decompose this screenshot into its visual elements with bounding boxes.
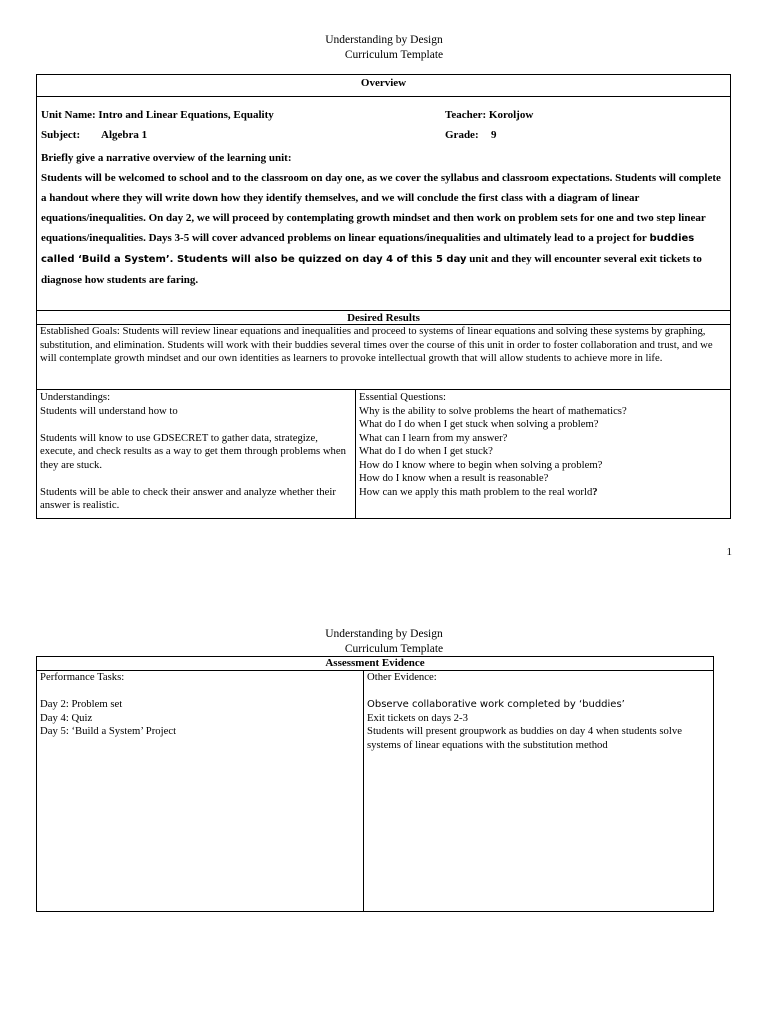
overview-body	[41, 108, 721, 290]
other-item: Students will present groupwork as buddies on day 4 when students solve systems of linear equations with the substitution method	[367, 725, 682, 751]
performance-tasks-cell	[37, 671, 364, 912]
other-title: Other Evidence:	[367, 671, 437, 683]
teacher: Teacher: Koroljow	[445, 109, 534, 121]
narrative-prompt: Briefly give a narrative overview of the learning unit:	[41, 152, 292, 164]
eq-item: How do I know when a result is reasonable?	[359, 472, 549, 484]
performance-item: Day 2: Problem set	[40, 698, 123, 710]
other-evidence-cell	[364, 671, 713, 912]
page1-header	[0, 33, 768, 63]
performance-title: Performance Tasks:	[40, 671, 125, 683]
eq-item: Why is the ability to solve problems the heart of mathematics?	[359, 404, 627, 417]
understanding-item: Students will know to use GDSECRET to gather data, strategize, execute, and check results as a way to get them through problems when they are stuck.	[40, 431, 346, 471]
header-line1: Understanding by Design	[325, 628, 443, 640]
assessment-evidence-section	[36, 656, 714, 912]
eq-item: How can we apply this math problem to the real world	[359, 485, 593, 498]
understanding-item: Students will be able to check their answer and analyze whether their answer is realistic.	[40, 485, 336, 511]
subject-label: Subject:	[41, 129, 81, 141]
desired-results-section	[36, 310, 731, 519]
eq-item: How do I know where to begin when solving a problem?	[359, 458, 603, 471]
eq-title: Essential Questions:	[359, 391, 446, 403]
eq-item: What do I do when I get stuck when solving a problem?	[359, 418, 599, 430]
narrative	[41, 168, 721, 290]
narrative-part2: buddies called ‘Build a System’. Students will also be quizzed on day 4 of this 5 day	[41, 233, 695, 265]
understanding-item: Students will understand how to	[40, 404, 178, 417]
eq-item: What do I do when I get stuck?	[359, 445, 493, 457]
narrative-part1: Students will be welcomed to school and to the classroom on day one, as we cover the syllabus and classroom expectations. Students will complete a handout where they will write down how they identify themselves, and we will conclude the first class with a diagram of linear equations/inequalities. On day 2, we will proceed by contemplating growth mindset and then work on problem sets for one and two step linear equations/inequalities. Days 3-5 will cover advanced problems on linear equations/inequalities and ultimately lead to a project for	[41, 172, 721, 244]
page-number: 1	[726, 546, 732, 558]
narrative-part3: unit and they will encounter several exit tickets to diagnose how students are faring.	[41, 253, 702, 286]
understandings-cell	[37, 390, 356, 519]
overview-section	[36, 74, 731, 311]
grade-label: Grade:	[445, 129, 479, 141]
other-item: Exit tickets on days 2-3	[367, 711, 468, 724]
essential-questions-cell	[356, 390, 730, 519]
desired-results-title: Desired Results	[37, 310, 730, 325]
header-line2: Curriculum Template	[344, 643, 444, 655]
subject-value: Algebra 1	[101, 129, 148, 141]
grade-value: 9	[491, 129, 497, 141]
performance-item: Day 5: ‘Build a System’ Project	[40, 725, 177, 737]
unit-name: Unit Name: Intro and Linear Equations, Equality	[41, 109, 274, 121]
overview-title: Overview	[37, 75, 730, 97]
other-item: Observe collaborative work completed by ‘buddies’	[367, 699, 625, 710]
assessment-row	[37, 671, 713, 912]
understandings-eq-row	[37, 390, 730, 519]
page2-header	[0, 627, 768, 657]
header-line1: Understanding by Design	[325, 34, 443, 46]
assessment-title: Assessment Evidence	[37, 657, 713, 671]
established-goals: Established Goals: Students will review linear equations and inequalities and proceed to systems of linear equations and solving these systems by graphing, substitution, and elimination. Students will work with their buddies several times over the course of this unit in order to foster collaboration and trust, and we will contemplate growth mindset and our own identities as learners to provoke intellectual growth that will allow students to achieve more in life.	[37, 325, 730, 390]
performance-item: Day 4: Quiz	[40, 711, 93, 724]
eq-item-last	[359, 486, 727, 500]
header-line2: Curriculum Template	[344, 49, 444, 61]
eq-question-mark: ?	[592, 485, 598, 498]
understandings-title: Understandings:	[40, 391, 111, 403]
eq-item: What can I learn from my answer?	[359, 431, 508, 444]
